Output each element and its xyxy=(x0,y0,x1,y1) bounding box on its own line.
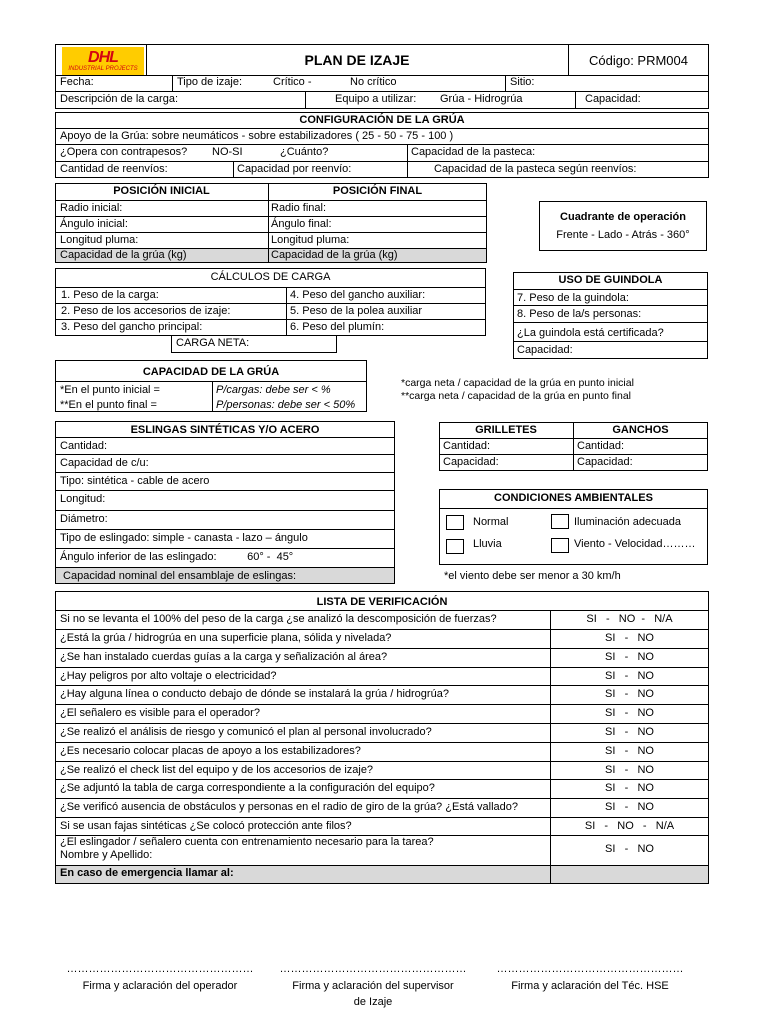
carga-neta-label: CARGA NETA: xyxy=(176,337,250,349)
cap-pasteca-reenvios-label: Capacidad de la pasteca según reenvíos: xyxy=(434,163,637,175)
eslinga-row: Ángulo inferior de las eslingado: 60° - 45° xyxy=(60,551,294,563)
checklist-question: ¿Está la grúa / hidrogrúa en una superficie plana, sólida y nivelada? xyxy=(60,632,392,644)
no-critico-option[interactable]: No crítico xyxy=(350,76,397,88)
ganchos-title: GANCHOS xyxy=(612,424,669,436)
punto-final-label: **En el punto final = xyxy=(60,399,157,411)
cargas-limite: P/cargas: debe ser < % xyxy=(216,384,331,396)
entrenamiento-question: ¿El eslingador / señalero cuenta con entrenamiento necesario para la tarea? xyxy=(60,836,434,848)
nota-punto-final: **carga neta / capacidad de la grúa en punto final xyxy=(401,390,632,402)
checklist-answer[interactable]: SI - NO xyxy=(605,670,654,682)
posicion-inicial-title: POSICIÓN INICIAL xyxy=(113,185,210,197)
guindola-row: ¿La guindola está certificada? xyxy=(517,327,664,339)
checklist-answer[interactable]: SI - NO xyxy=(605,707,654,719)
firma-supervisor-label-2: de Izaje xyxy=(353,996,393,1008)
viento-nota: *el viento debe ser menor a 30 km/h xyxy=(444,570,621,582)
viento-label: Viento - Velocidad……… xyxy=(574,538,696,550)
critico-option[interactable]: Crítico - xyxy=(273,76,312,88)
page-title: PLAN DE IZAJE xyxy=(304,52,410,68)
contrapesos-value[interactable]: NO-SI xyxy=(212,146,243,158)
checklist-answer[interactable]: SI - NO xyxy=(605,745,654,757)
verificacion-title: LISTA DE VERIFICACIÓN xyxy=(316,596,448,608)
checklist-question: ¿El señalero es visible para el operador? xyxy=(60,707,260,719)
signature-line-supervisor: …………………………………………… xyxy=(279,963,467,975)
cuadrante-value[interactable]: Frente - Lado - Atrás - 360° xyxy=(556,229,690,241)
cuadrante-title: Cuadrante de operación xyxy=(560,211,686,223)
checklist-answer[interactable]: SI - NO xyxy=(605,782,654,794)
checklist-answer[interactable]: SI - NO xyxy=(605,801,654,813)
checklist-question: Si no se levanta el 100% del peso de la carga ¿se analizó la descomposición de fuerzas? xyxy=(60,613,497,625)
posicion-final-row: Radio final: xyxy=(271,202,327,214)
signature-line-tec: …………………………………………… xyxy=(496,963,684,975)
calculos-title: CÁLCULOS DE CARGA xyxy=(210,271,331,283)
signature-line-operador: …………………………………………… xyxy=(66,963,254,975)
checklist-answer[interactable]: SI - NO xyxy=(605,688,654,700)
descripcion-label: Descripción de la carga: xyxy=(60,93,179,105)
eslinga-row: Cantidad: xyxy=(60,440,108,452)
firma-supervisor-label: Firma y aclaración del supervisor xyxy=(292,980,454,992)
grilletes-row: Cantidad: xyxy=(443,440,491,452)
guindola-title: USO DE GUINDOLA xyxy=(558,274,663,286)
checklist-answer[interactable]: SI - NO - N/A xyxy=(586,613,673,625)
ganchos-row: Capacidad: xyxy=(577,456,633,468)
nombre-apellido-label: Nombre y Apellido: xyxy=(60,849,153,861)
lluvia-checkbox[interactable] xyxy=(446,539,464,554)
normal-checkbox[interactable] xyxy=(446,515,464,530)
cap-reenvio-label: Capacidad por reenvío: xyxy=(237,163,352,175)
cuadrante-box xyxy=(539,201,707,251)
posicion-inicial-row: Capacidad de la grúa (kg) xyxy=(60,249,187,261)
punto-inicial-label: *En el punto inicial = xyxy=(60,384,160,396)
firma-tec-label: Firma y aclaración del Téc. HSE xyxy=(511,980,669,992)
eslingas-title: ESLINGAS SINTÉTICAS Y/O ACERO xyxy=(130,424,320,436)
checklist-question: ¿Hay peligros por alto voltaje o electricidad? xyxy=(60,670,277,682)
guindola-row: 8. Peso de la/s personas: xyxy=(517,308,642,320)
dhl-logo: DHL INDUSTRIAL PROJECTS xyxy=(62,47,144,75)
posicion-final-row: Capacidad de la grúa (kg) xyxy=(271,249,398,261)
lluvia-label: Lluvia xyxy=(473,538,502,550)
checklist-question: ¿Se realizó el análisis de riesgo y comunicó el plan al personal involucrado? xyxy=(60,726,432,738)
viento-checkbox[interactable] xyxy=(551,538,569,553)
checklist-answer[interactable]: SI - NO xyxy=(605,764,654,776)
iluminacion-checkbox[interactable] xyxy=(551,514,569,529)
ganchos-row: Cantidad: xyxy=(577,440,625,452)
equipo-label: Equipo a utilizar: xyxy=(335,93,417,105)
tipo-izaje-label: Tipo de izaje: xyxy=(177,76,243,88)
grilletes-title: GRILLETES xyxy=(475,424,537,436)
personas-limite: P/personas: debe ser < 50% xyxy=(216,399,356,411)
calculo-item: 2. Peso de los accesorios de izaje: xyxy=(61,305,231,317)
config-title: CONFIGURACIÓN DE LA GRÚA xyxy=(299,114,465,126)
checklist-answer[interactable]: SI - NO xyxy=(605,632,654,644)
capacidad-grua-title: CAPACIDAD DE LA GRÚA xyxy=(142,366,280,378)
grilletes-row: Capacidad: xyxy=(443,456,499,468)
posicion-final-row: Longitud pluma: xyxy=(271,234,350,246)
checklist-question: ¿Se adjuntó la tabla de carga correspondiente a la configuración del equipo? xyxy=(60,782,435,794)
checklist-question: ¿Es necesario colocar placas de apoyo a los estabilizadores? xyxy=(60,745,361,757)
posicion-inicial-row: Ángulo inicial: xyxy=(60,218,128,230)
capacidad-label: Capacidad: xyxy=(585,93,641,105)
ambiental-title: CONDICIONES AMBIENTALES xyxy=(494,492,653,504)
normal-label: Normal xyxy=(473,516,509,528)
contrapesos-label: ¿Opera con contrapesos? xyxy=(60,146,188,158)
eslinga-row: Longitud: xyxy=(60,493,106,505)
checklist-question: ¿Hay alguna línea o conducto debajo de dónde se instalará la grúa / hidrogrúa? xyxy=(60,688,449,700)
firma-operador-label: Firma y aclaración del operador xyxy=(82,980,238,992)
calculo-item: 5. Peso de la polea auxiliar xyxy=(290,305,423,317)
cap-pasteca-label: Capacidad de la pasteca: xyxy=(411,146,536,158)
entrenamiento-answer[interactable]: SI - NO xyxy=(605,843,654,855)
apoyo-grua: Apoyo de la Grúa: sobre neumáticos - sobre estabilizadores ( 25 - 50 - 75 - 100 ) xyxy=(60,130,454,142)
form-code: Código: PRM004 xyxy=(589,53,688,68)
posicion-final-title: POSICIÓN FINAL xyxy=(332,185,423,197)
checklist-question: ¿Se realizó el check list del equipo y de los accesorios de izaje? xyxy=(60,764,374,776)
eslinga-row: Capacidad de c/u: xyxy=(60,457,149,469)
guindola-row: 7. Peso de la guindola: xyxy=(517,292,629,304)
calculo-item: 1. Peso de la carga: xyxy=(61,289,159,301)
posicion-inicial-row: Longitud pluma: xyxy=(60,234,139,246)
checklist-question: Si se usan fajas sintéticas ¿Se colocó protección ante filos? xyxy=(60,820,352,832)
sitio-label: Sitio: xyxy=(510,76,535,88)
cuanto-label: ¿Cuánto? xyxy=(280,146,329,158)
calculo-item: 3. Peso del gancho principal: xyxy=(61,321,203,333)
calculo-item: 4. Peso del gancho auxiliar: xyxy=(290,289,426,301)
checklist-answer[interactable]: SI - NO xyxy=(605,726,654,738)
eslinga-row: Tipo de eslingado: simple - canasta - lazo – ángulo xyxy=(60,532,308,544)
checklist-question: ¿Se han instalado cuerdas guías a la carga y señalización al área? xyxy=(60,651,388,663)
eslinga-row: Diámetro: xyxy=(60,513,108,525)
checklist-answer[interactable]: SI - NO - N/A xyxy=(584,820,675,832)
checklist-answer[interactable]: SI - NO xyxy=(605,651,654,663)
guindola-row: Capacidad: xyxy=(517,344,573,356)
reenvios-label: Cantidad de reenvíos: xyxy=(60,163,168,175)
emergencia-label: En caso de emergencia llamar al: xyxy=(60,867,234,879)
eslinga-row: Tipo: sintética - cable de acero xyxy=(60,475,210,487)
fecha-label: Fecha: xyxy=(60,76,94,88)
posicion-inicial-row: Radio inicial: xyxy=(60,202,123,214)
nota-punto-inicial: *carga neta / capacidad de la grúa en punto inicial xyxy=(401,377,634,389)
iluminacion-label: Iluminación adecuada xyxy=(574,516,682,528)
calculo-item: 6. Peso del plumín: xyxy=(290,321,385,333)
checklist-question: ¿Se verificó ausencia de obstáculos y personas en el radio de giro de la grúa? ¿Está vallado? xyxy=(60,801,518,813)
equipo-value[interactable]: Grúa - Hidrogrúa xyxy=(440,93,523,105)
eslinga-row: Capacidad nominal del ensamblaje de eslingas: xyxy=(60,570,297,582)
posicion-final-row: Ángulo final: xyxy=(271,218,332,230)
